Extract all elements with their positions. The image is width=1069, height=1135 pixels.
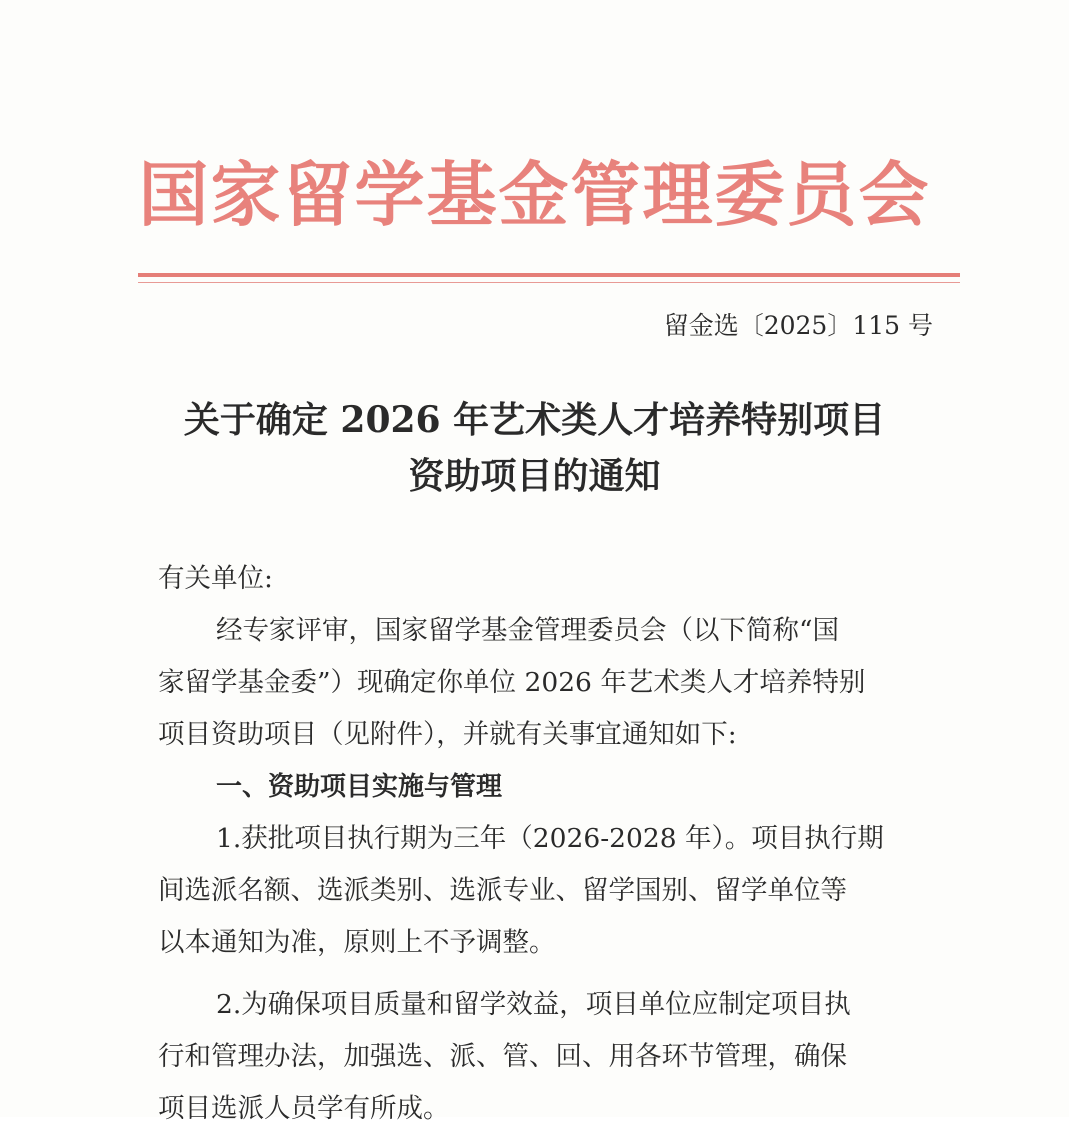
item-1-line-1: 1.获批项目执行期为三年（2026-2028 年）。项目执行期 (216, 823, 884, 854)
document-number: 留金选〔2025〕115 号 (663, 311, 933, 340)
item-1-line-3: 以本通知为准，原则上不予调整。 (158, 927, 556, 958)
item-2-line-3: 项目选派人员学有所成。 (158, 1093, 450, 1124)
item-2-line-2: 行和管理办法，加强选、派、管、回、用各环节管理，确保 (158, 1041, 847, 1072)
paragraph-1-line-2: 家留学基金委”）现确定你单位 2026 年艺术类人才培养特别 (158, 667, 866, 698)
title-line-2: 资助项目的通知 (408, 455, 661, 497)
item-2-line-1: 2.为确保项目质量和留学效益，项目单位应制定项目执 (216, 989, 851, 1020)
paragraph-1-line-1: 经专家评审，国家留学基金管理委员会（以下简称“国 (216, 615, 840, 646)
header-rule-thick (138, 273, 960, 277)
salutation: 有关单位: (158, 563, 273, 594)
document-body (158, 553, 938, 1135)
header-rule-thin (138, 282, 960, 283)
document-title (0, 392, 1069, 504)
paragraph-1-line-3: 项目资助项目（见附件），并就有关事宜通知如下: (158, 719, 737, 750)
organization-header: 国家留学基金管理委员会 (138, 153, 931, 236)
item-1-line-2: 间选派名额、选派类别、选派专业、留学国别、留学单位等 (158, 875, 847, 906)
title-line-1: 关于确定 2026 年艺术类人才培养特别项目 (183, 399, 886, 441)
section-heading-1: 一、资助项目实施与管理 (216, 772, 503, 802)
